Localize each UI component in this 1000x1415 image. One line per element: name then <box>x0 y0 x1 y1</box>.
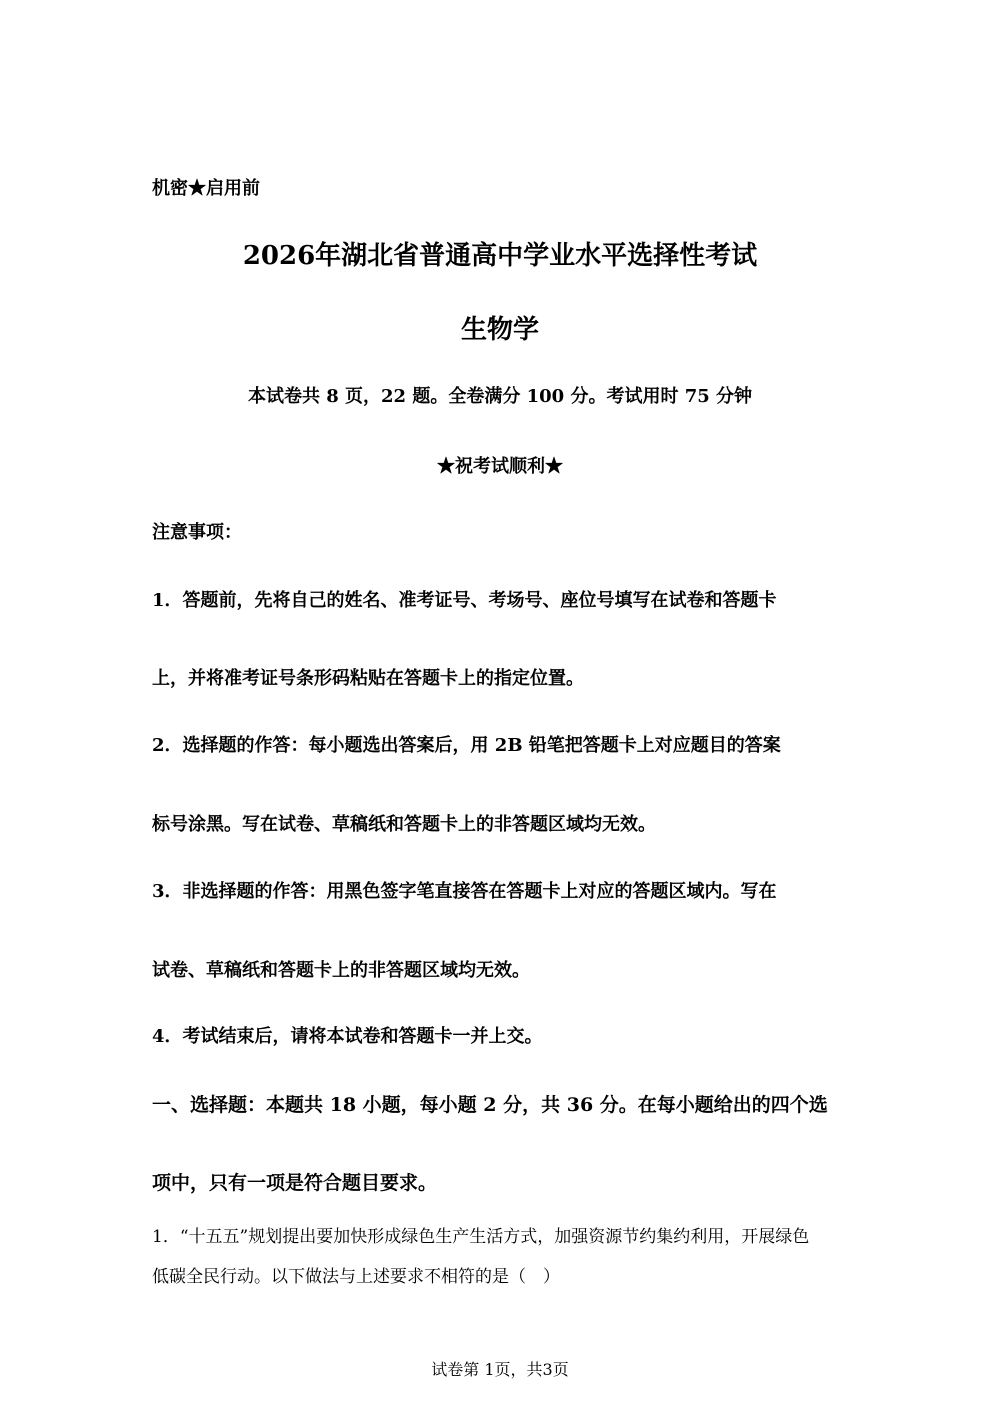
exam-info: 本试卷共 8 页，22 题。全卷满分 100 分。考试用时 75 分钟 <box>247 386 753 407</box>
question-1-line-2: 低碳全民行动。以下做法与上述要求不相符的是（ ） <box>152 1267 560 1287</box>
subject-title: 生物学 <box>460 315 539 345</box>
notice-item-3-line-1: 3．非选择题的作答：用黑色签字笔直接答在答题卡上对应的答题区域内。写在 <box>152 881 777 902</box>
question-1-line-1: 1．“十五五”规划提出要加快形成绿色生产生活方式，加强资源节约集约利用，开展绿色 <box>152 1227 810 1247</box>
exam-title: 2026年湖北省普通高中学业水平选择性考试 <box>242 241 758 271</box>
good-luck-text: ★祝考试顺利★ <box>437 456 563 477</box>
section-heading-line-1: 一、选择题：本题共 18 小题，每小题 2 分，共 36 分。在每小题给出的四个选 <box>152 1094 828 1116</box>
notice-item-2-line-2: 标号涂黑。写在试卷、草稿纸和答题卡上的非答题区域均无效。 <box>152 814 656 835</box>
notice-item-1-line-1: 1．答题前，先将自己的姓名、准考证号、考场号、座位号填写在试卷和答题卡 <box>152 590 777 611</box>
page-footer: 试卷第 1页，共3页 <box>431 1360 569 1379</box>
notice-item-1-line-2: 上，并将准考证号条形码粘贴在答题卡上的指定位置。 <box>152 668 584 689</box>
notice-item-3-line-2: 试卷、草稿纸和答题卡上的非答题区域均无效。 <box>152 960 530 981</box>
notice-item-2-line-1: 2．选择题的作答：每小题选出答案后，用 2B 铅笔把答题卡上对应题目的答案 <box>152 735 781 756</box>
confidential-label: 机密★启用前 <box>152 178 260 199</box>
section-heading-line-2: 项中，只有一项是符合题目要求。 <box>152 1172 438 1194</box>
notice-item-4: 4．考试结束后，请将本试卷和答题卡一并上交。 <box>152 1026 543 1047</box>
notice-heading: 注意事项： <box>152 522 242 543</box>
